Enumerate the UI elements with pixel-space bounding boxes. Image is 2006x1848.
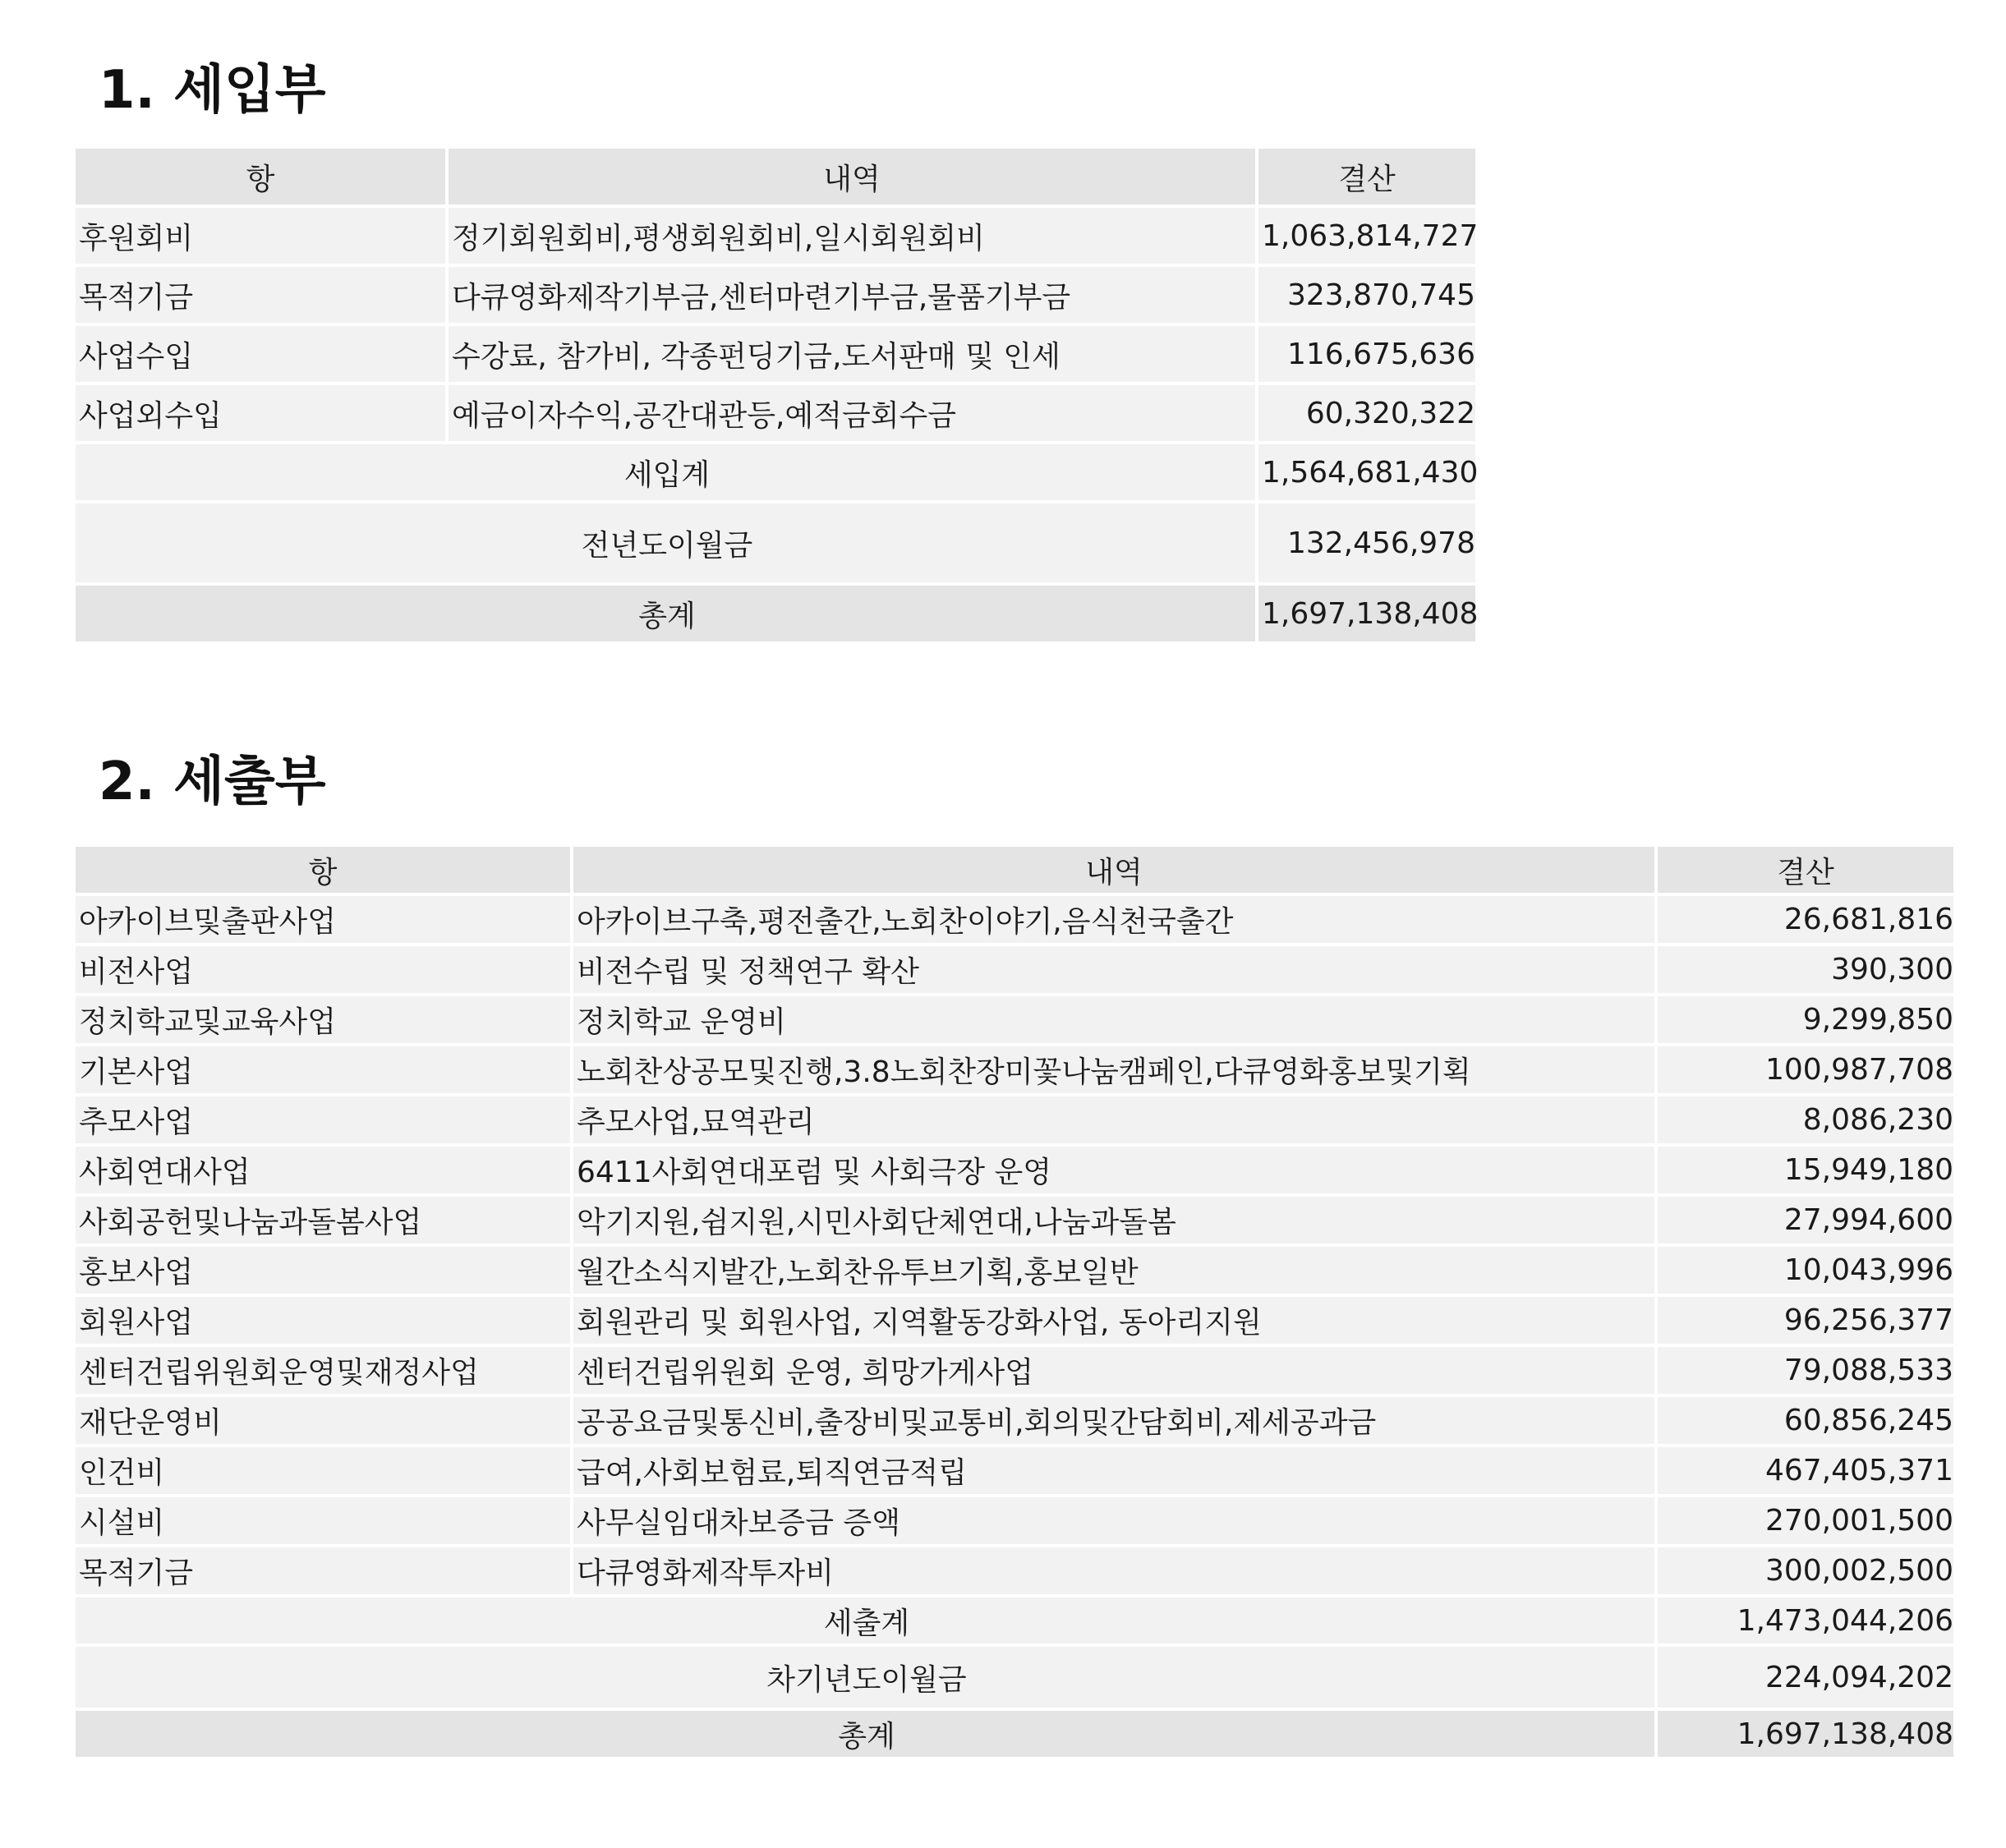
row-item: 아카이브및출판사업 [76, 896, 570, 943]
row-detail: 다큐영화제작기부금,센터마련기부금,물품기부금 [449, 267, 1255, 323]
carryover-label: 전년도이월금 [76, 503, 1255, 582]
subtotal-label: 세입계 [76, 444, 1255, 500]
income-section-title: 1. 세입부 [99, 60, 326, 121]
table-row [76, 1197, 1953, 1243]
row-detail: 추모사업,묘역관리 [573, 1096, 1654, 1143]
table-row [76, 1547, 1953, 1594]
table-row [76, 1247, 1953, 1294]
row-detail: 6411사회연대포럼 및 사회극장 운영 [573, 1147, 1654, 1193]
row-item: 회원사업 [76, 1297, 570, 1344]
table-row [76, 996, 1953, 1043]
row-detail: 월간소식지발간,노회찬유투브기획,홍보일반 [573, 1247, 1654, 1294]
table-row [76, 1046, 1953, 1093]
row-amount: 8,086,230 [1658, 1096, 1953, 1143]
row-amount: 323,870,745 [1258, 267, 1475, 323]
table-row [76, 326, 1475, 382]
row-amount: 60,320,322 [1258, 385, 1475, 441]
table-row [76, 1447, 1953, 1494]
row-detail: 비전수립 및 정책연구 확산 [573, 946, 1654, 993]
header-detail: 내역 [449, 149, 1255, 205]
grand-total-amount: 1,697,138,408 [1258, 586, 1475, 641]
grand-total-label: 총계 [76, 586, 1255, 641]
row-item: 정치학교및교육사업 [76, 996, 570, 1043]
row-item: 시설비 [76, 1497, 570, 1544]
row-amount: 27,994,600 [1658, 1197, 1953, 1243]
row-amount: 26,681,816 [1658, 896, 1953, 943]
row-detail: 정기회원회비,평생회원회비,일시회원회비 [449, 208, 1255, 264]
row-amount: 1,063,814,727 [1258, 208, 1475, 264]
table-row [76, 1297, 1953, 1344]
subtotal-row [76, 1597, 1953, 1643]
row-detail: 아카이브구축,평전출간,노회찬이야기,음식천국출간 [573, 896, 1654, 943]
row-amount: 9,299,850 [1658, 996, 1953, 1043]
table-row [76, 208, 1475, 264]
row-item: 사업외수입 [76, 385, 445, 441]
row-amount: 10,043,996 [1658, 1247, 1953, 1294]
row-item: 추모사업 [76, 1096, 570, 1143]
row-detail: 정치학교 운영비 [573, 996, 1654, 1043]
row-item: 재단운영비 [76, 1397, 570, 1444]
header-detail: 내역 [573, 847, 1654, 893]
table-header-row [76, 149, 1475, 205]
carryover-amount: 224,094,202 [1658, 1647, 1953, 1708]
expense-section-title: 2. 세출부 [99, 752, 326, 812]
row-detail: 급여,사회보험료,퇴직연금적립 [573, 1447, 1654, 1494]
row-amount: 270,001,500 [1658, 1497, 1953, 1544]
row-item: 홍보사업 [76, 1247, 570, 1294]
row-item: 후원회비 [76, 208, 445, 264]
row-amount: 300,002,500 [1658, 1547, 1953, 1594]
income-table [72, 145, 1479, 645]
table-row [76, 1147, 1953, 1193]
row-amount: 79,088,533 [1658, 1347, 1953, 1394]
row-item: 사회공헌및나눔과돌봄사업 [76, 1197, 570, 1243]
row-item: 센터건립위원회운영및재정사업 [76, 1347, 570, 1394]
row-detail: 센터건립위원회 운영, 희망가게사업 [573, 1347, 1654, 1394]
table-row [76, 1347, 1953, 1394]
expense-table [72, 844, 1957, 1760]
row-detail: 노회찬상공모및진행,3.8노회찬장미꽃나눔캠페인,다큐영화홍보및기획 [573, 1046, 1654, 1093]
table-row [76, 896, 1953, 943]
row-detail: 사무실임대차보증금 증액 [573, 1497, 1654, 1544]
carryover-row [76, 1647, 1953, 1708]
subtotal-row [76, 444, 1475, 500]
table-row [76, 946, 1953, 993]
grand-total-row [76, 1711, 1953, 1757]
table-row [76, 1096, 1953, 1143]
row-item: 비전사업 [76, 946, 570, 993]
header-item: 항 [76, 149, 445, 205]
subtotal-amount: 1,473,044,206 [1658, 1597, 1953, 1643]
header-item: 항 [76, 847, 570, 893]
carryover-label: 차기년도이월금 [76, 1647, 1654, 1708]
row-item: 목적기금 [76, 1547, 570, 1594]
grand-total-label: 총계 [76, 1711, 1654, 1757]
row-detail: 다큐영화제작투자비 [573, 1547, 1654, 1594]
row-item: 인건비 [76, 1447, 570, 1494]
row-amount: 100,987,708 [1658, 1046, 1953, 1093]
header-amount: 결산 [1258, 149, 1475, 205]
row-amount: 15,949,180 [1658, 1147, 1953, 1193]
row-item: 사회연대사업 [76, 1147, 570, 1193]
grand-total-row [76, 586, 1475, 641]
subtotal-amount: 1,564,681,430 [1258, 444, 1475, 500]
table-row [76, 385, 1475, 441]
header-amount: 결산 [1658, 847, 1953, 893]
row-amount: 60,856,245 [1658, 1397, 1953, 1444]
row-item: 사업수입 [76, 326, 445, 382]
row-amount: 390,300 [1658, 946, 1953, 993]
row-item: 기본사업 [76, 1046, 570, 1093]
subtotal-label: 세출계 [76, 1597, 1654, 1643]
row-amount: 116,675,636 [1258, 326, 1475, 382]
carryover-row [76, 503, 1475, 582]
table-row [76, 267, 1475, 323]
row-item: 목적기금 [76, 267, 445, 323]
row-amount: 96,256,377 [1658, 1297, 1953, 1344]
carryover-amount: 132,456,978 [1258, 503, 1475, 582]
grand-total-amount: 1,697,138,408 [1658, 1711, 1953, 1757]
row-detail: 예금이자수익,공간대관등,예적금회수금 [449, 385, 1255, 441]
table-header-row [76, 847, 1953, 893]
table-row [76, 1397, 1953, 1444]
row-detail: 공공요금및통신비,출장비및교통비,회의및간담회비,제세공과금 [573, 1397, 1654, 1444]
row-detail: 회원관리 및 회원사업, 지역활동강화사업, 동아리지원 [573, 1297, 1654, 1344]
row-detail: 수강료, 참가비, 각종펀딩기금,도서판매 및 인세 [449, 326, 1255, 382]
row-amount: 467,405,371 [1658, 1447, 1953, 1494]
table-row [76, 1497, 1953, 1544]
row-detail: 악기지원,쉼지원,시민사회단체연대,나눔과돌봄 [573, 1197, 1654, 1243]
